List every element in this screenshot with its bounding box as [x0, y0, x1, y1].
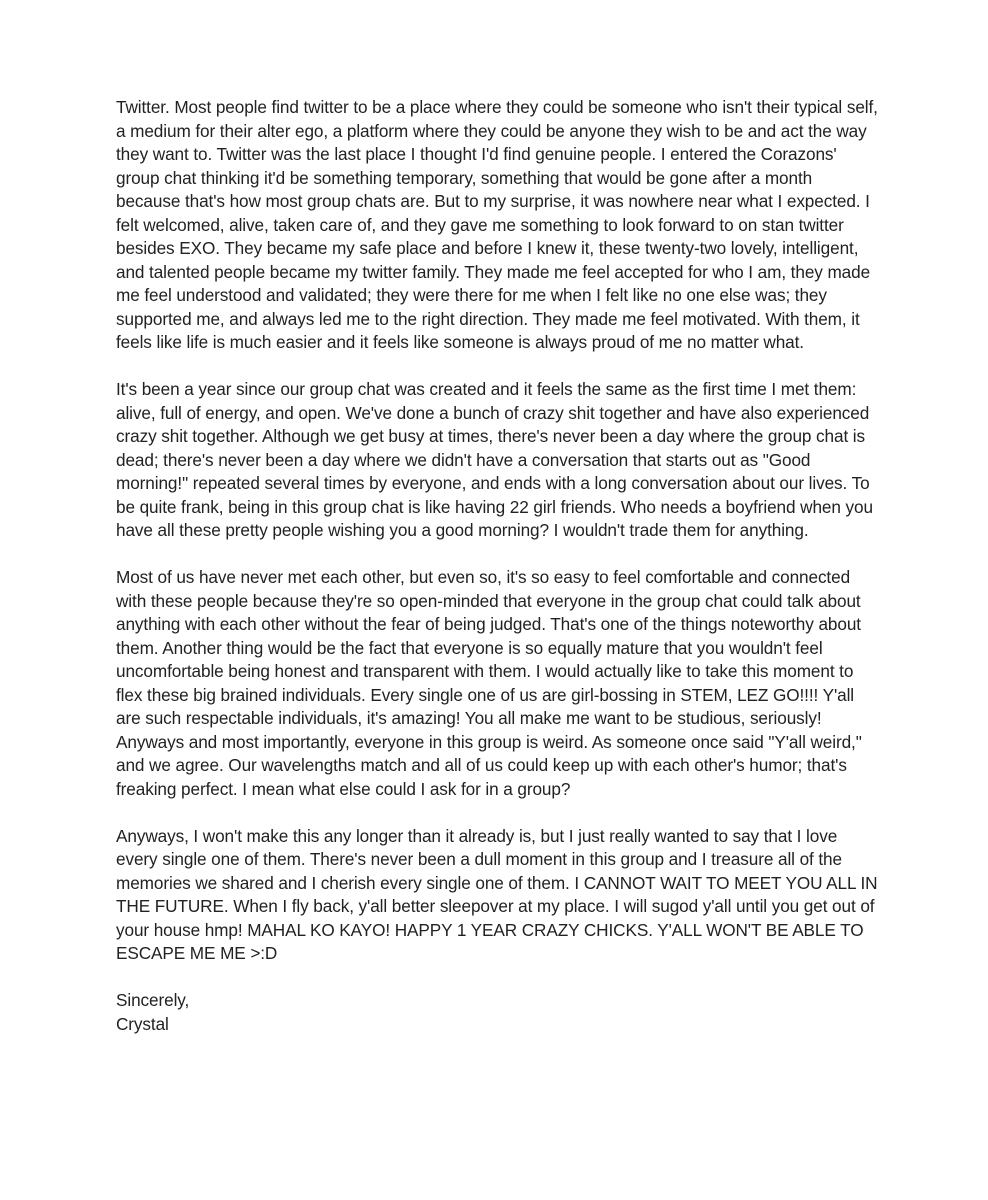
signoff [116, 989, 880, 1036]
letter-body [116, 96, 880, 1036]
paragraph-open-minded-friends: Most of us have never met each other, but even so, it's so easy to feel comfortable and connected with these people because they're so open-minded that everyone in the group chat could talk about anything with each other without the fear of being judged. That's one of the things noteworthy about them. Another thing would be the fact that everyone is so equally mature that you wouldn't feel uncomfortable being honest and transparent with them. I would actually like to take this moment to flex these big brained individuals. Every single one of us are girl-bossing in STEM, LEZ GO!!!! Y'all are such respectable individuals, it's amazing! You all make me want to be studious, seriously! Anyways and most importantly, everyone in this group is weird. As someone once said "Y'all weird," and we agree. Our wavelengths match and all of us could keep up with each other's humor; that's freaking perfect. I mean what else could I ask for in a group? [116, 567, 862, 799]
paragraph-closing-message: Anyways, I won't make this any longer than it already is, but I just really wanted to say that I love every single one of them. There's never been a dull moment in this group and I treasure all of the memories we shared and I cherish every single one of them. I CANNOT WAIT TO MEET YOU ALL IN THE FUTURE. When I fly back, y'all better sleepover at my place. I will sugod y'all until you get out of your house hmp! MAHAL KO KAYO! HAPPY 1 YEAR CRAZY CHICKS. Y'ALL WON'T BE ABLE TO ESCAPE ME ME >:D [116, 825, 878, 963]
paragraph-twitter-intro: Twitter. Most people find twitter to be a place where they could be someone who isn't their typical self, a medium for their alter ego, a platform where they could be anyone they wish to be and act the way they want to. Twitter was the last place I thought I'd find genuine people. I entered the Corazons' group chat thinking it'd be something temporary, something that would be gone after a month because that's how most group chats are. But to my surprise, it was nowhere near what I expected. I felt welcomed, alive, taken care of, and they gave me something to look forward to on stan twitter besides EXO. They became my safe place and before I knew it, these twenty-two lovely, intelligent, and talented people became my twitter family. They made me feel accepted for who I am, they made me feel understood and validated; they were there for me when I felt like no one else was; they supported me, and always led me to the right direction. They made me feel motivated. With them, it feels like life is much easier and it feels like someone is always proud of me no matter what. [116, 97, 878, 352]
paragraph-group-chat-anniversary: It's been a year since our group chat was created and it feels the same as the first time I met them: alive, full of energy, and open. We've done a bunch of crazy shit together and have also experienced crazy shit together. Although we get busy at times, there's never been a day where the group chat is dead; there's never been a day where we didn't have a conversation that starts out as "Good morning!" repeated several times by everyone, and ends with a long conversation about our lives. To be quite frank, being in this group chat is like having 22 girl friends. Who needs a boyfriend when you have all these pretty people wishing you a good morning? I wouldn't trade them for anything. [116, 379, 873, 540]
signature-name: Crystal [116, 1013, 169, 1034]
closing-text: Sincerely, [116, 990, 190, 1010]
